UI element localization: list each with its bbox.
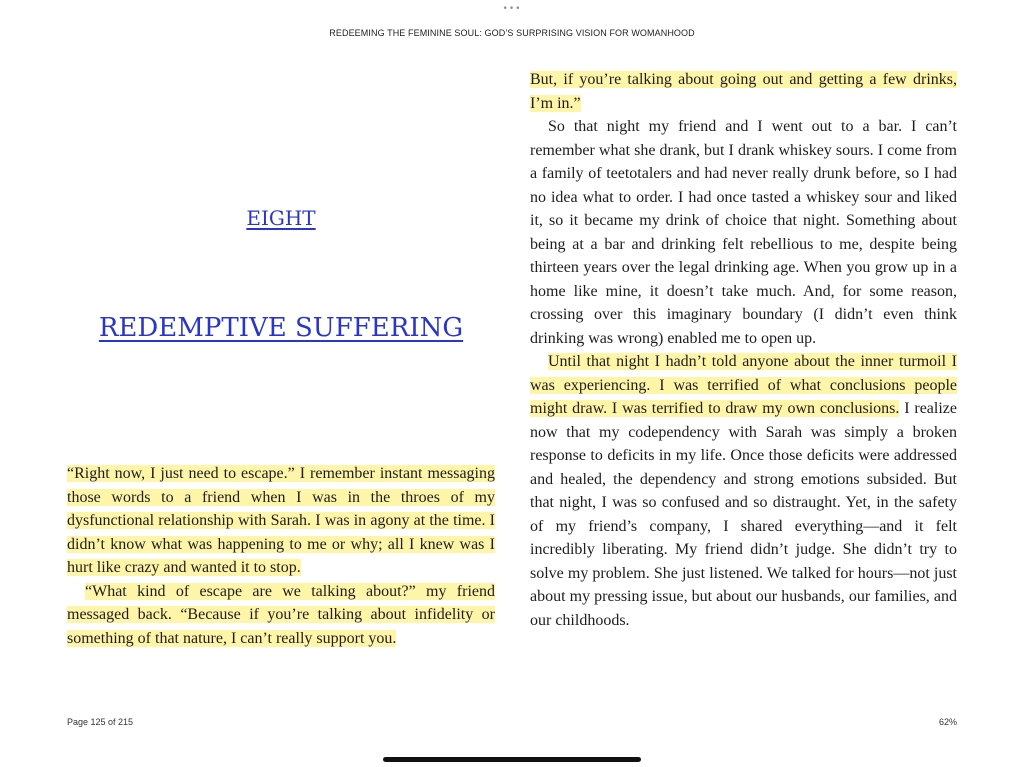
highlight[interactable]: “Right now, I just need to escape.” I remember instant messaging those words to a friend when I was in the throes of my dysfunctional relationship with Sarah. I was in agony at the time. I didn’t know what was happening to me or why; all I knew was I hurt like crazy and wanted it to stop.	[67, 465, 495, 576]
progress-percent: 62%	[938, 717, 957, 727]
highlight[interactable]: “What kind of escape are we talking about?” my friend messaged back. “Because if you’re talking about infidelity or something of that nature, I can’t really support you.	[67, 582, 495, 647]
chapter-number-link[interactable]: EIGHT	[246, 206, 316, 230]
right-page-text[interactable]	[530, 68, 957, 632]
book-title: REDEEMING THE FEMININE SOUL: GOD’S SURPRISING VISION FOR WOMANHOOD	[329, 28, 695, 38]
home-indicator-bar[interactable]	[383, 757, 641, 762]
right-paragraph-2[interactable]: So that night my friend and I went out to a bar. I can’t remember what she drank, but I drank whiskey sours. I come from a family of teetotalers and had never really drunk before, so I had no idea what to order. I had once tasted a whiskey sour and liked it, so it became my drink of choice that night. Something about being at a bar and drinking felt rebellious to me, despite being thirteen years over the legal drinking age. When you grow up in a home like mine, it doesn’t take much. And, for some reason, crossing over this imaginary boundary (I didn’t even think drinking was wrong) enabled me to open up.	[530, 118, 957, 347]
highlight[interactable]: But, if you’re talking about going out and getting a few drinks, I’m in.”	[530, 71, 957, 112]
right-paragraph-1[interactable]	[530, 68, 957, 115]
reader-menu-dots[interactable]: •••	[502, 4, 522, 14]
paragraph-text: I realize now that my codependency with Sarah was simply a broken response to deficits in my life. Once those deficits were addressed and healed, the dependency and strong emotions subsided. But that night, I was so confused and so distraught. Yet, in the safety of my friend’s company, I shared everything—and it felt incredibly liberating. My friend didn’t judge. She didn’t try to solve my problem. She just listened. We talked for hours—not just about my pressing issue, but about our husbands, our families, and our childhoods.	[530, 400, 958, 629]
left-page-text[interactable]	[67, 462, 495, 650]
highlight[interactable]: Until that night I hadn’t told anyone about the inner turmoil I was experiencing. I was terrified of what conclusions people might draw. I was terrified to draw my own conclusions.	[530, 353, 957, 417]
right-paragraph-3[interactable]	[530, 350, 957, 632]
page-indicator: Page 125 of 215	[67, 717, 134, 727]
left-paragraph-1[interactable]	[67, 462, 495, 580]
left-paragraph-2[interactable]	[67, 580, 495, 651]
chapter-title-link[interactable]: REDEMPTIVE SUFFERING	[98, 313, 464, 343]
